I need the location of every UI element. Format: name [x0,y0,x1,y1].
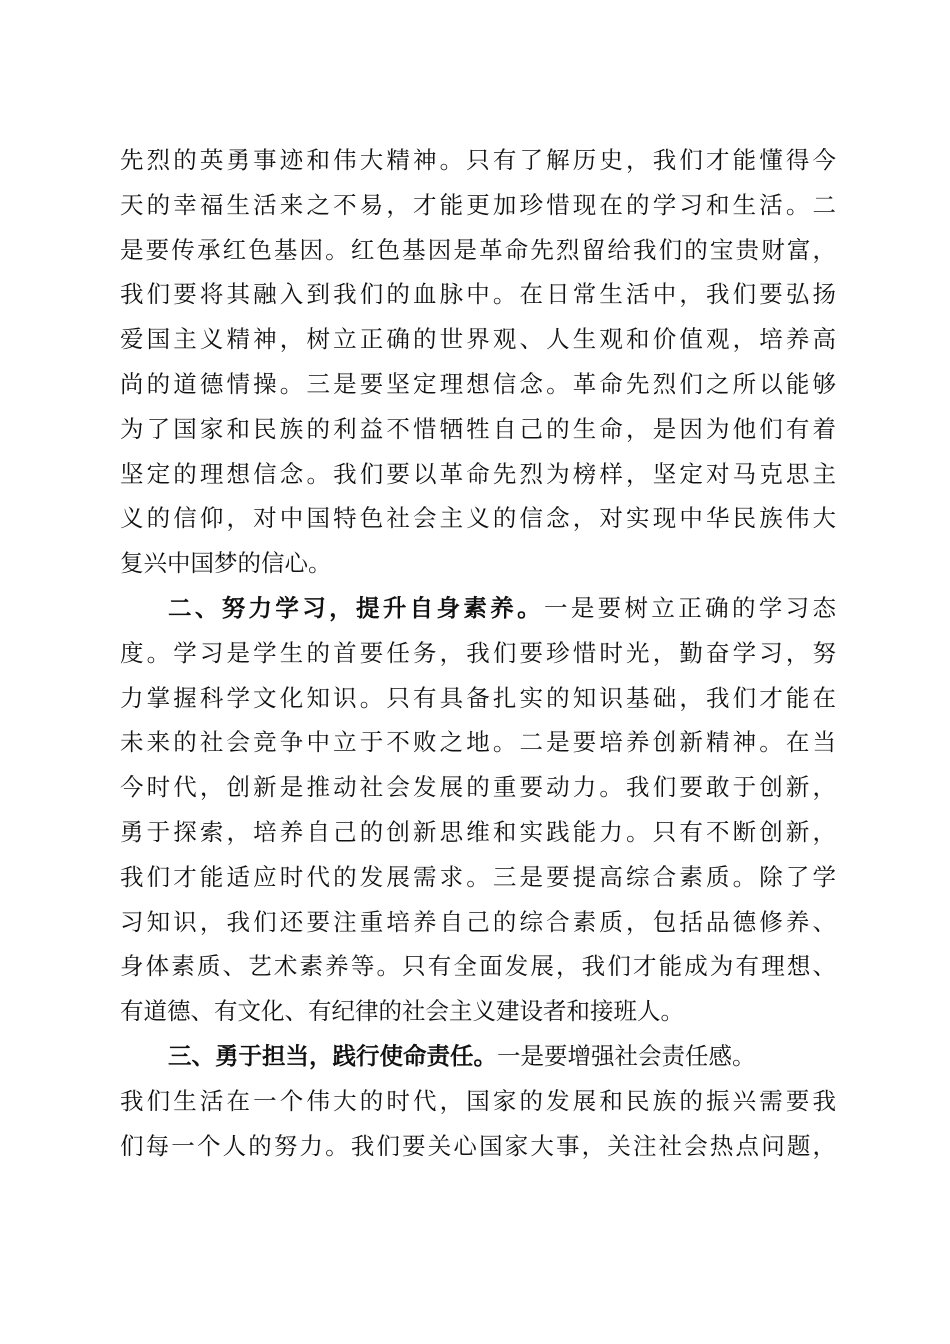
text-line: 我们生活在一个伟大的时代，国家的发展和民族的振兴需要我 [120,1086,836,1115]
document-body [120,138,836,1168]
text-line: 今时代，创新是推动社会发展的重要动力。我们要敢于创新， [120,773,836,802]
paragraph-section-2 [120,586,836,1034]
section-heading: 三、勇于担当，践行使命责任。 [168,1041,497,1070]
text-run: 一是要树立正确的学习态 [543,593,836,622]
paragraph-section-3 [120,1034,836,1168]
text-line: 坚定的理想信念。我们要以革命先烈为榜样，坚定对马克思主 [120,459,836,488]
text-line: 复兴中国梦的信心。 [120,549,332,578]
text-line-first [120,586,836,631]
text-line: 我们才能适应时代的发展需求。三是要提高综合素质。除了学 [120,862,836,891]
text-line: 习知识，我们还要注重培养自己的综合素质，包括品德修养、 [120,907,836,936]
paragraph-continued [120,138,836,586]
text-line: 度。学习是学生的首要任务，我们要珍惜时光，勤奋学习，努 [120,638,836,667]
text-line: 身体素质、艺术素养等。只有全面发展，我们才能成为有理想、 [120,952,836,981]
section-heading: 二、努力学习，提升自身素养。 [168,593,544,622]
text-line: 勇于探索，培养自己的创新思维和实践能力。只有不断创新， [120,817,836,846]
text-line: 天的幸福生活来之不易，才能更加珍惜现在的学习和生活。二 [120,190,836,219]
text-line: 我们要将其融入到我们的血脉中。在日常生活中，我们要弘扬 [120,280,836,309]
text-line: 爱国主义精神，树立正确的世界观、人生观和价值观，培养高 [120,325,836,354]
text-line: 们每一个人的努力。我们要关心国家大事，关注社会热点问题， [120,1131,836,1160]
text-line: 尚的道德情操。三是要坚定理想信念。革命先烈们之所以能够 [120,369,836,398]
text-line-first [120,1034,836,1079]
text-line: 义的信仰，对中国特色社会主义的信念，对实现中华民族伟大 [120,504,836,533]
text-line: 先烈的英勇事迹和伟大精神。只有了解历史，我们才能懂得今 [120,146,836,174]
text-line: 力掌握科学文化知识。只有具备扎实的知识基础，我们才能在 [120,683,836,712]
text-line: 是要传承红色基因。红色基因是革命先烈留给我们的宝贵财富， [120,235,836,264]
text-line: 有道德、有文化、有纪律的社会主义建设者和接班人。 [120,997,684,1026]
text-line: 未来的社会竞争中立于不败之地。二是要培养创新精神。在当 [120,728,836,757]
text-run: 一是要增强社会责任感。 [497,1041,756,1070]
text-line: 为了国家和民族的利益不惜牺牲自己的生命，是因为他们有着 [120,414,836,443]
